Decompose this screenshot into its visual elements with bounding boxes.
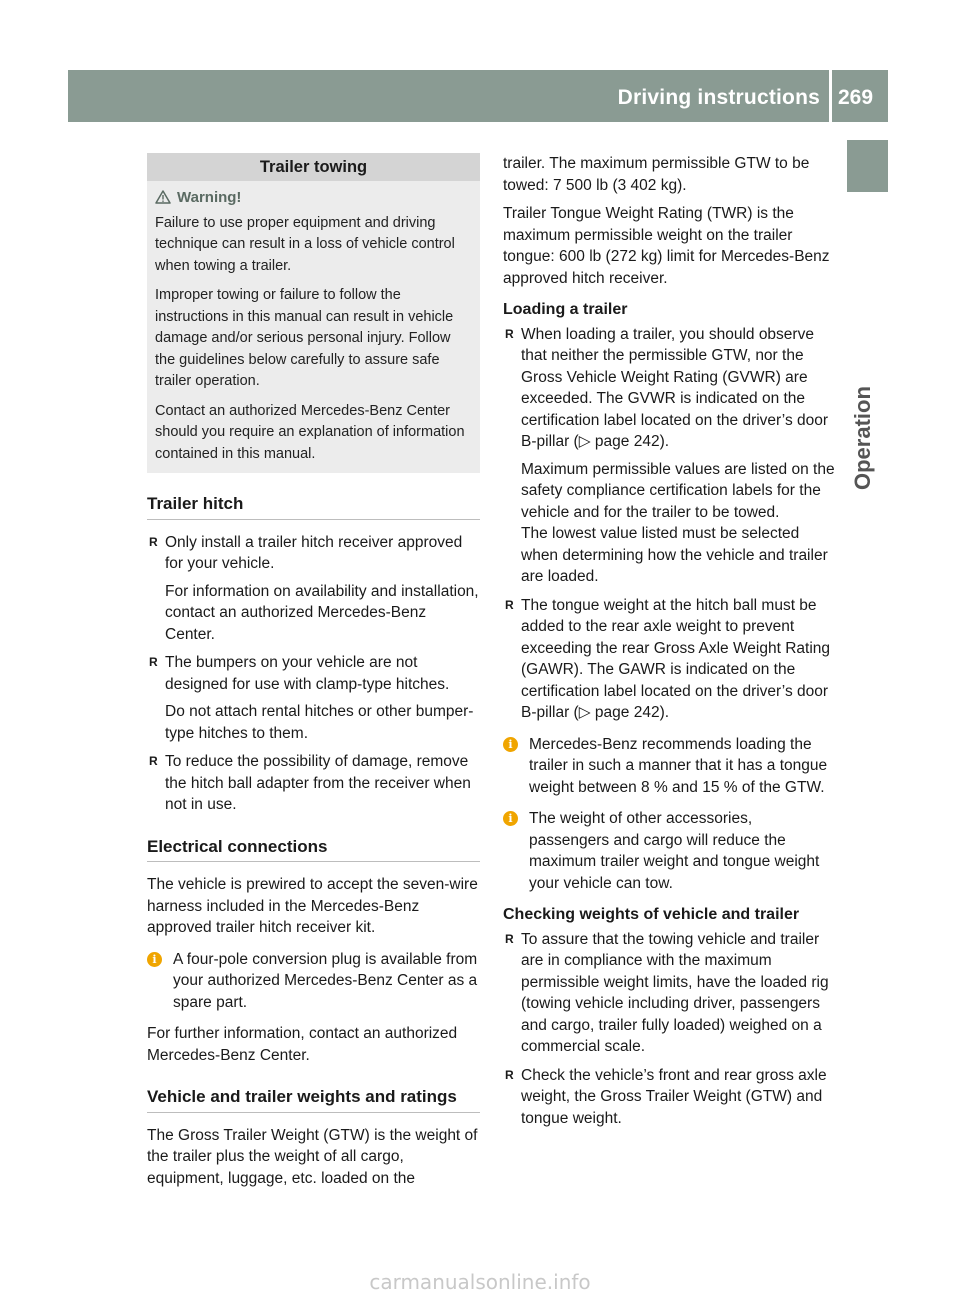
side-tab-label: Operation <box>850 386 875 490</box>
subsection-title-checking-weights: Checking weights of vehicle and trailer <box>503 906 800 923</box>
info-icon: i <box>147 952 162 967</box>
section-title-trailer-towing: Trailer towing <box>147 153 480 181</box>
section-title-electrical-connections: Electrical connections <box>147 836 480 863</box>
paragraph: The Gross Trailer Weight (GTW) is the weight of the trailer plus the weight of all cargo, equipment, luggage, etc. loaded on the <box>147 1126 478 1187</box>
list-item <box>147 652 480 744</box>
bullet-icon: R <box>505 1067 514 1082</box>
warning-title <box>155 187 472 209</box>
header-separator <box>829 70 832 122</box>
list-item-text: Check the vehicle’s front and rear gross axle weight, the Gross Trailer Weight (GTW) and tongue weight. <box>521 1066 827 1127</box>
list-item-text: The tongue weight at the hitch ball must be added to the rear axle weight to prevent exceeding the rear Gross Axle Weight Rating (GAWR). The GAWR is indicated on the certification label located on the driver’s door B-pillar (▷ page 242). <box>521 596 831 721</box>
info-note <box>503 734 835 799</box>
list-item <box>147 532 480 646</box>
bullet-icon: R <box>505 597 514 612</box>
bullet-icon: R <box>149 655 158 669</box>
bullet-icon: R <box>149 534 158 549</box>
header-title: Driving instructions <box>617 86 820 109</box>
list-item <box>147 751 480 816</box>
footer-watermark: carmanualsonline.info <box>369 1270 591 1294</box>
paragraph: For further information, contact an authorized Mercedes-Benz Center. <box>147 1025 458 1064</box>
info-icon: i <box>503 737 518 752</box>
info-text: Mercedes-Benz recommends loading the trailer in such a manner that it has a tongue weight between 8 % and 15 % of the GTW. <box>529 735 828 796</box>
info-icon: i <box>503 811 518 826</box>
subsection-title-loading-trailer: Loading a trailer <box>503 301 628 318</box>
list-item-text: Only install a trailer hitch receiver approved for your vehicle. <box>165 533 463 572</box>
list-item-text: For information on availability and installation, contact an authorized Mercedes-Benz Center. <box>165 582 479 643</box>
info-note <box>503 808 835 894</box>
bullet-icon: R <box>505 326 514 341</box>
list-item-text: To assure that the towing vehicle and trailer are in compliance with the maximum permissible weight limits, have the loaded rig (towing vehicle including driver, passengers and cargo, trailer fully loaded) weighed on a commercial scale. <box>521 930 829 1055</box>
list-item <box>503 595 835 724</box>
warning-paragraph: Improper towing or failure to follow the instructions in this manual can result in vehicle damage and/or serious personal injury. Follow the guidelines below carefully to assure safe trailer operation. <box>155 287 454 389</box>
info-note <box>147 949 480 1014</box>
list-item <box>503 324 835 588</box>
page-number: 269 <box>838 86 874 109</box>
warning-paragraph: Contact an authorized Mercedes-Benz Center should you require an explanation of information contained in this manual. <box>155 402 465 462</box>
info-text: The weight of other accessories, passengers and cargo will reduce the maximum trailer weight and tongue weight your vehicle can tow. <box>529 810 820 892</box>
warning-triangle-icon <box>155 190 171 204</box>
right-column <box>503 153 835 1136</box>
list-item-text: To reduce the possibility of damage, remove the hitch ball adapter from the receiver when not in use. <box>165 753 471 813</box>
list-item-text: The lowest value listed must be selected when determining how the vehicle and trailer are loaded. <box>521 525 828 585</box>
bullet-icon: R <box>505 931 514 946</box>
paragraph: The vehicle is prewired to accept the seven-wire harness included in the Mercedes-Benz approved trailer hitch receiver kit. <box>147 876 478 936</box>
warning-title-text: Warning! <box>177 189 242 206</box>
section-title-weights-ratings: Vehicle and trailer weights and ratings <box>147 1086 480 1113</box>
side-tab <box>850 210 888 490</box>
list-item <box>503 1065 835 1130</box>
bullet-icon: R <box>149 754 158 768</box>
warning-box <box>147 181 480 473</box>
list-item-text: Do not attach rental hitches or other bumper-type hitches to them. <box>165 703 474 742</box>
left-column <box>147 153 480 1196</box>
list-item <box>503 929 835 1058</box>
section-title-trailer-hitch: Trailer hitch <box>147 493 480 520</box>
side-tab-marker <box>847 140 888 192</box>
warning-paragraph: Failure to use proper equipment and driving technique can result in a loss of vehicle control when towing a trailer. <box>155 214 455 274</box>
info-text: A four-pole conversion plug is available from your authorized Mercedes-Benz Center as a spare part. <box>173 950 478 1011</box>
list-item-text: When loading a trailer, you should observe that neither the permissible GTW, nor the Gross Vehicle Weight Rating (GVWR) are exceeded. The GVWR is indicated on the certification label located on the driver’s door B-pillar (▷ page 242). <box>521 325 829 450</box>
list-item-text: The bumpers on your vehicle are not designed for use with clamp-type hitches. <box>165 654 450 693</box>
paragraph: trailer. The maximum permissible GTW to be towed: 7 500 lb (3 402 kg). <box>503 155 810 194</box>
list-item-text: Maximum permissible values are listed on the safety compliance certification labels for the vehicle and for the trailer to be towed. <box>521 460 835 521</box>
paragraph: Trailer Tongue Weight Rating (TWR) is the maximum permissible weight on the trailer tongue: 600 lb (272 kg) limit for Mercedes-Benz approved hitch receiver. <box>503 205 830 287</box>
